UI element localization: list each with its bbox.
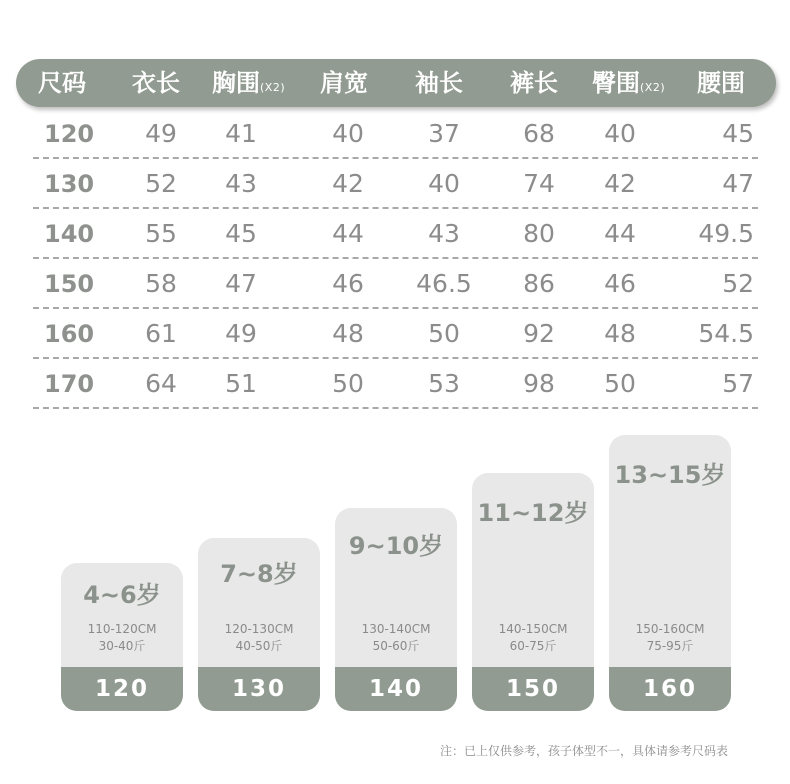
cell-chest: 41 bbox=[225, 119, 257, 148]
card-weight: 75-95斤 bbox=[646, 639, 694, 653]
cell-waist: 49.5 bbox=[698, 219, 754, 248]
card-age: 13~15岁 bbox=[614, 461, 726, 489]
cell-shoulder: 48 bbox=[332, 319, 364, 348]
cell-size: 170 bbox=[44, 370, 95, 398]
cell-chest: 45 bbox=[225, 219, 257, 248]
header-hip-note: (X2) bbox=[640, 81, 666, 94]
header-hip: 臀围(X2) bbox=[592, 69, 666, 97]
cell-size: 160 bbox=[44, 320, 95, 348]
header-pants-length: 裤长 bbox=[510, 69, 558, 97]
table-row bbox=[0, 361, 790, 411]
card-size: 140 bbox=[335, 667, 457, 711]
cell-pants-length: 80 bbox=[523, 219, 555, 248]
cell-length: 58 bbox=[145, 269, 177, 298]
cell-hip: 40 bbox=[604, 119, 636, 148]
cell-shoulder: 44 bbox=[332, 219, 364, 248]
cell-length: 61 bbox=[145, 319, 177, 348]
card-height: 140-150CM bbox=[498, 622, 568, 636]
header-length: 衣长 bbox=[132, 69, 180, 97]
row-divider bbox=[33, 357, 758, 359]
cell-hip: 50 bbox=[604, 369, 636, 398]
card-range bbox=[61, 621, 183, 655]
card-weight: 60-75斤 bbox=[509, 639, 557, 653]
row-divider bbox=[33, 207, 758, 209]
card-weight: 30-40斤 bbox=[98, 639, 146, 653]
row-divider bbox=[33, 157, 758, 159]
cell-size: 140 bbox=[44, 220, 95, 248]
cell-hip: 42 bbox=[604, 169, 636, 198]
size-card bbox=[335, 508, 457, 711]
table-row bbox=[0, 261, 790, 311]
cell-sleeve: 37 bbox=[428, 119, 460, 148]
card-age: 11~12岁 bbox=[477, 499, 589, 527]
cell-waist: 57 bbox=[722, 369, 754, 398]
table-row bbox=[0, 111, 790, 161]
size-card bbox=[198, 538, 320, 711]
cell-chest: 49 bbox=[225, 319, 257, 348]
cell-waist: 52 bbox=[722, 269, 754, 298]
card-weight: 50-60斤 bbox=[372, 639, 420, 653]
cell-chest: 47 bbox=[225, 269, 257, 298]
cell-sleeve: 46.5 bbox=[416, 269, 472, 298]
cell-size: 130 bbox=[44, 170, 95, 198]
card-range bbox=[198, 621, 320, 655]
cell-length: 49 bbox=[145, 119, 177, 148]
cell-shoulder: 46 bbox=[332, 269, 364, 298]
card-height: 110-120CM bbox=[87, 622, 157, 636]
cell-hip: 48 bbox=[604, 319, 636, 348]
cell-shoulder: 42 bbox=[332, 169, 364, 198]
header-chest: 胸围(X2) bbox=[212, 69, 286, 97]
cell-shoulder: 40 bbox=[332, 119, 364, 148]
table-row bbox=[0, 161, 790, 211]
card-age: 4~6岁 bbox=[83, 581, 161, 609]
size-card bbox=[61, 563, 183, 711]
header-sleeve: 袖长 bbox=[415, 69, 463, 97]
cell-sleeve: 40 bbox=[428, 169, 460, 198]
card-size: 150 bbox=[472, 667, 594, 711]
cell-hip: 46 bbox=[604, 269, 636, 298]
cell-shoulder: 50 bbox=[332, 369, 364, 398]
table-row bbox=[0, 211, 790, 261]
cell-size: 120 bbox=[44, 120, 95, 148]
header-chest-note: (X2) bbox=[260, 81, 286, 94]
card-range bbox=[335, 621, 457, 655]
row-divider bbox=[33, 257, 758, 259]
cell-pants-length: 74 bbox=[523, 169, 555, 198]
cell-length: 64 bbox=[145, 369, 177, 398]
row-divider bbox=[33, 307, 758, 309]
card-age: 7~8岁 bbox=[220, 560, 298, 588]
header-shoulder: 肩宽 bbox=[320, 69, 368, 97]
cell-pants-length: 98 bbox=[523, 369, 555, 398]
size-card bbox=[609, 435, 731, 711]
card-age: 9~10岁 bbox=[348, 532, 444, 560]
cell-pants-length: 68 bbox=[523, 119, 555, 148]
card-height: 120-130CM bbox=[224, 622, 294, 636]
cell-waist: 47 bbox=[722, 169, 754, 198]
card-range bbox=[472, 621, 594, 655]
cell-pants-length: 86 bbox=[523, 269, 555, 298]
row-divider bbox=[33, 407, 758, 409]
header-waist: 腰围 bbox=[697, 69, 745, 97]
table-row bbox=[0, 311, 790, 361]
card-weight: 40-50斤 bbox=[235, 639, 283, 653]
cell-waist: 45 bbox=[722, 119, 754, 148]
card-height: 130-140CM bbox=[361, 622, 431, 636]
cell-hip: 44 bbox=[604, 219, 636, 248]
header-size: 尺码 bbox=[38, 69, 86, 97]
cell-size: 150 bbox=[44, 270, 95, 298]
card-size: 120 bbox=[61, 667, 183, 711]
cell-waist: 54.5 bbox=[698, 319, 754, 348]
card-height: 150-160CM bbox=[635, 622, 705, 636]
card-range bbox=[609, 621, 731, 655]
cell-sleeve: 43 bbox=[428, 219, 460, 248]
cell-length: 52 bbox=[145, 169, 177, 198]
size-card bbox=[472, 473, 594, 711]
cell-length: 55 bbox=[145, 219, 177, 248]
cell-sleeve: 50 bbox=[428, 319, 460, 348]
cell-pants-length: 92 bbox=[523, 319, 555, 348]
cell-chest: 43 bbox=[225, 169, 257, 198]
cell-chest: 51 bbox=[225, 369, 257, 398]
footnote: 注：已上仅供参考，孩子体型不一，具体请参考尺码表 bbox=[439, 744, 728, 758]
size-table-header bbox=[16, 59, 776, 107]
card-size: 130 bbox=[198, 667, 320, 711]
cell-sleeve: 53 bbox=[428, 369, 460, 398]
card-size: 160 bbox=[609, 667, 731, 711]
